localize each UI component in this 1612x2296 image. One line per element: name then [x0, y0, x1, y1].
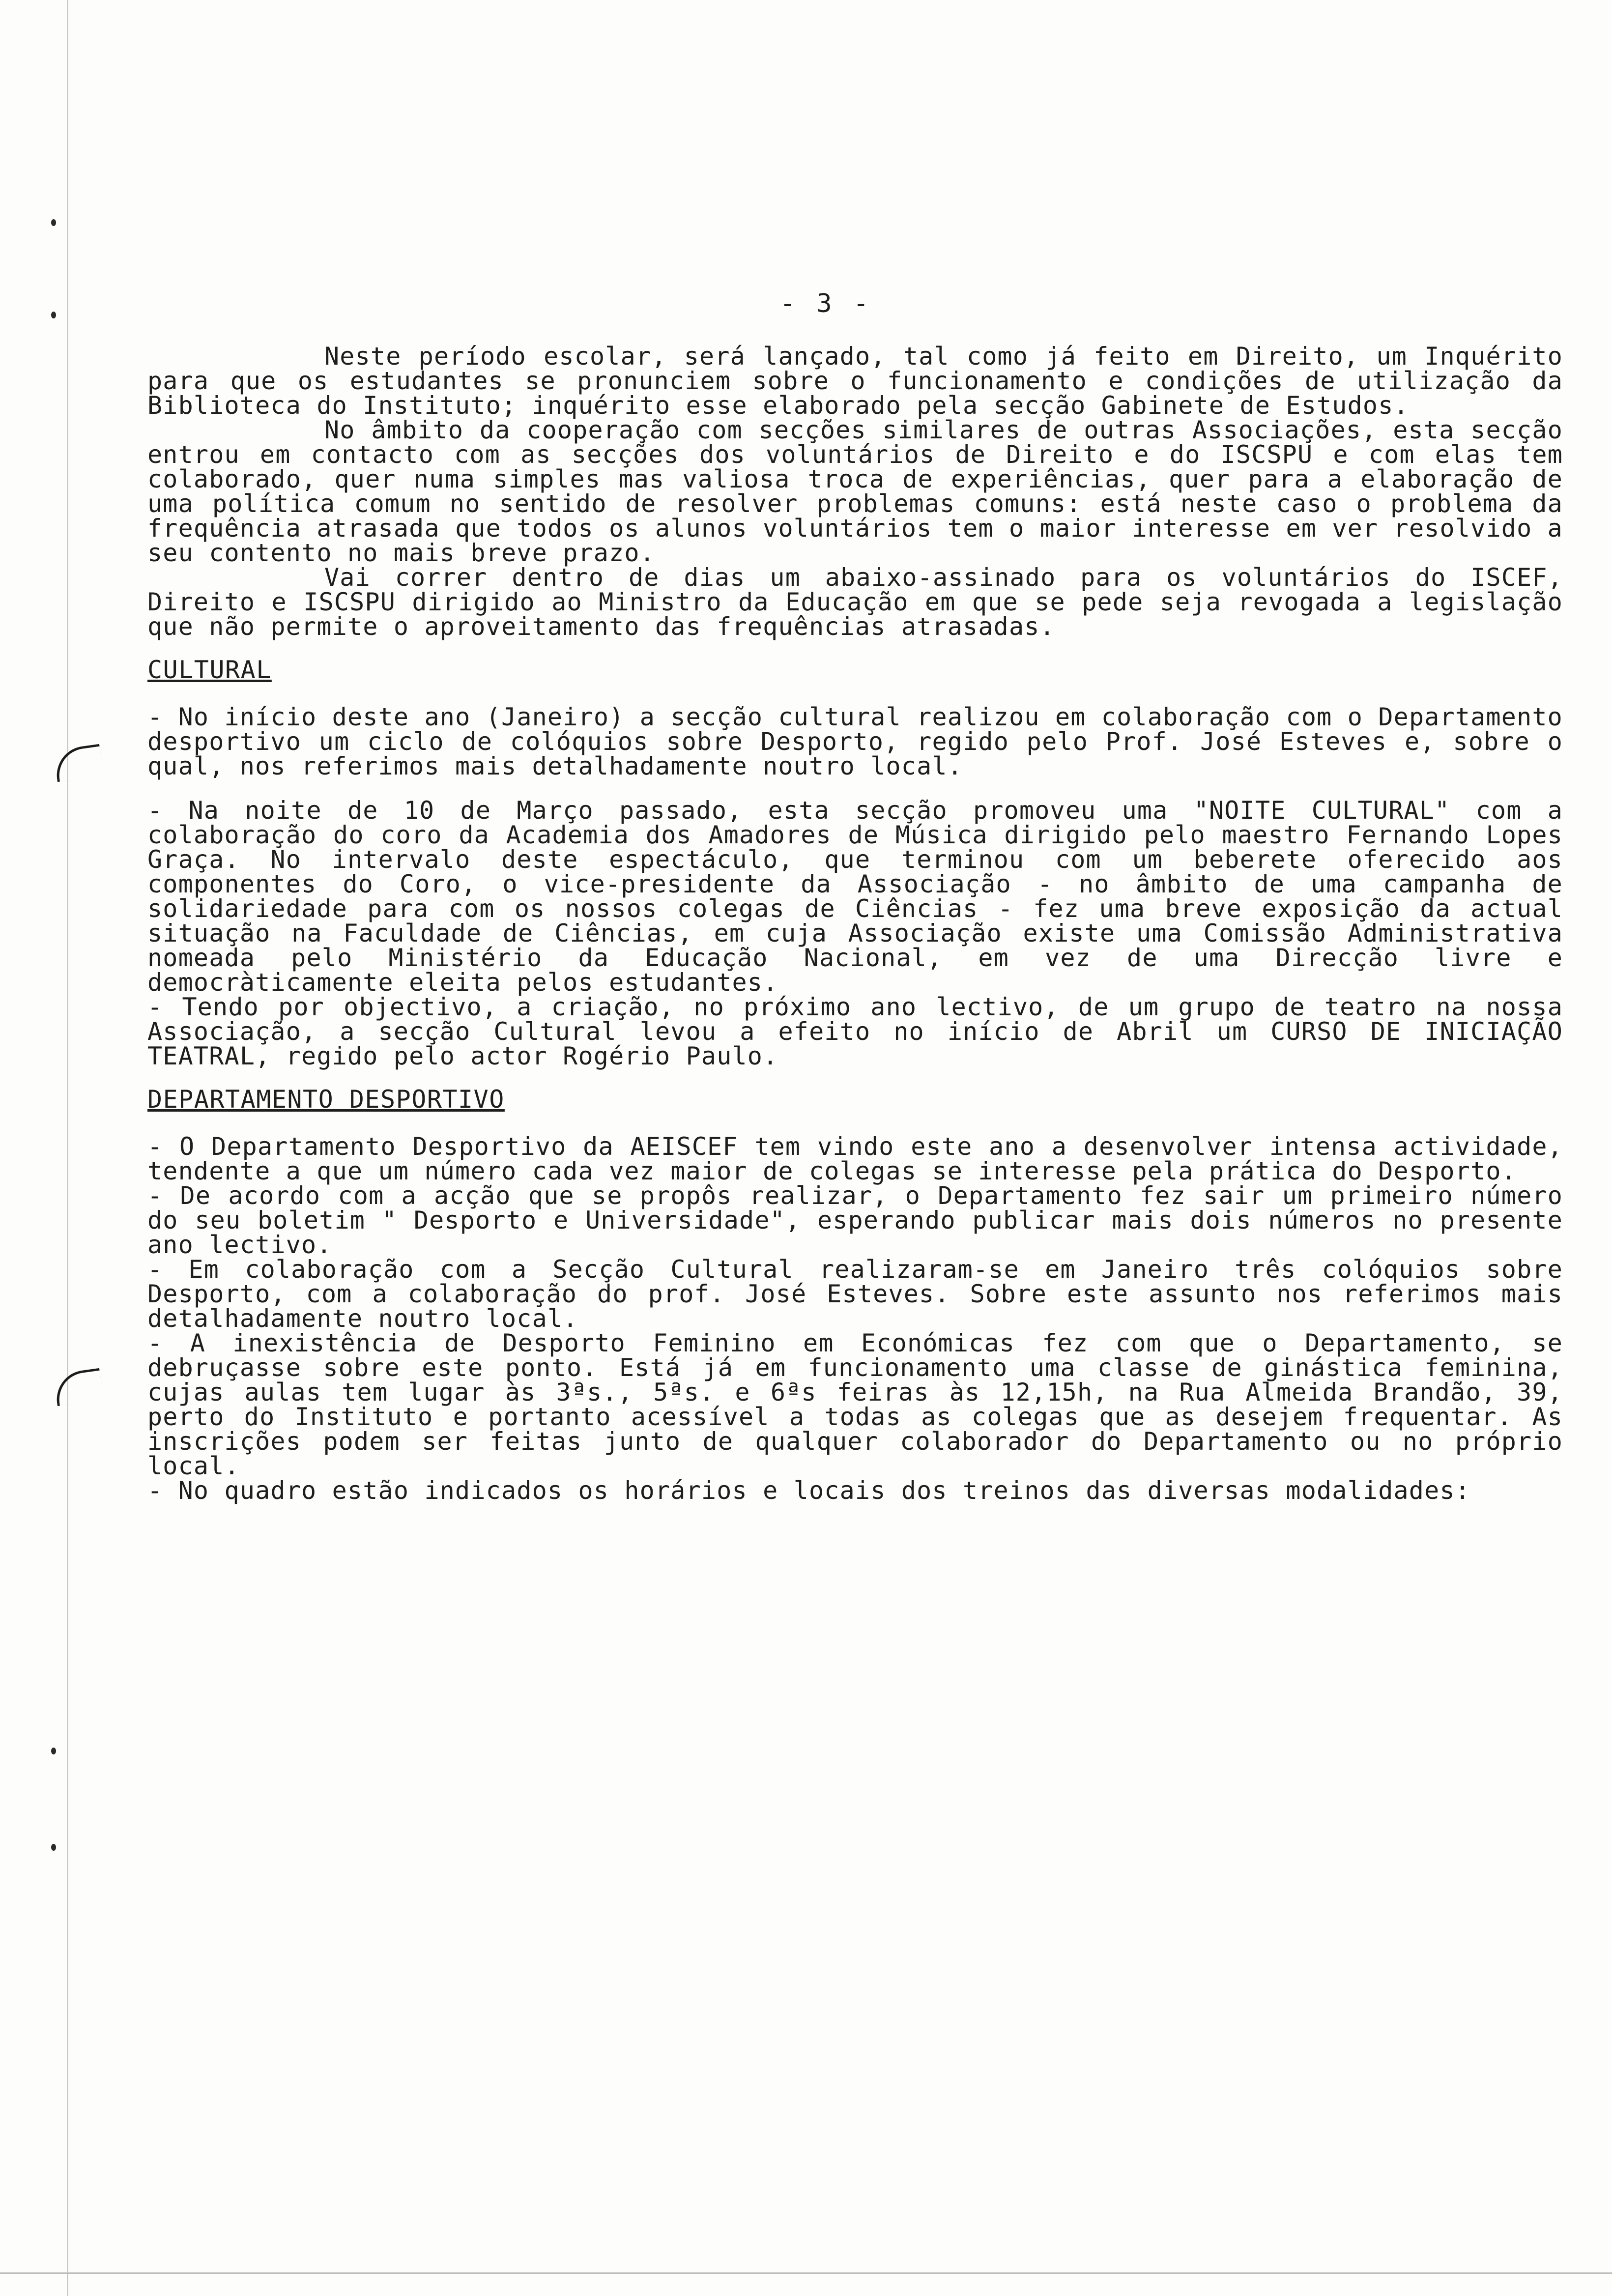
- document-body: [147, 344, 1563, 1503]
- section-heading-desportivo: DEPARTAMENTO DESPORTIVO: [147, 1085, 505, 1114]
- page-number: - 3 -: [779, 289, 872, 318]
- punch-mark: [51, 1748, 56, 1754]
- page-bottom-edge: [0, 2272, 1612, 2274]
- margin-bracket-mark: [53, 1368, 104, 1406]
- cultural-paragraph: - Na noite de 10 de Março passado, esta secção promoveu uma "NOITE CULTURAL" com a colaboração do coro da Academia dos Amadores de Música dirigido pelo maestro Fernando Lopes Graça. No intervalo deste espectáculo, que terminou com um beberete oferecido aos componentes do Coro, o vice-presidente da Associação - no âmbito de uma campanha de solidariedade para com os nossos colegas de Ciências - fez uma breve exposição da actual situação na Faculdade de Ciências, em cuja Associação existe uma Comissão Administrativa nomeada pelo Ministério da Educação Nacional, em vez de uma Direcção livre e democràticamente eleita pelos estudantes.: [147, 796, 1563, 997]
- desportivo-paragraph: - No quadro estão indicados os horários e locais dos treinos das diversas modalidades:: [147, 1476, 1471, 1505]
- punch-mark: [51, 219, 56, 226]
- intro-paragraph: Neste período escolar, será lançado, tal como já feito em Direito, um Inquérito para que os estudantes se pronunciem sobre o funcionamento e condições de utilização da Biblioteca do Instituto; inquérito esse elaborado pela secção Gabinete de Estudos.: [147, 342, 1563, 420]
- punch-mark: [51, 312, 56, 318]
- margin-bracket-mark: [53, 744, 104, 782]
- desportivo-paragraph: - Em colaboração com a Secção Cultural realizaram-se em Janeiro três colóquios sobre Desporto, com a colaboração do prof. José Esteves. Sobre este assunto nos referimos mais detalhadamente noutro local.: [147, 1255, 1563, 1333]
- desportivo-paragraph: - A inexistência de Desporto Feminino em Económicas fez com que o Departamento, se debruçasse sobre este ponto. Está já em funcionamento uma classe de ginástica feminina, cujas aulas tem lugar às 3ªs., 5ªs. e 6ªs feiras às 12,15h, na Rua Almeida Brandão, 39, perto do Instituto e portanto acessível a todas as colegas que as desejem frequentar. As inscrições podem ser feitas junto de qualquer colaborador do Departamento ou no próprio local.: [147, 1329, 1563, 1480]
- punch-mark: [51, 1844, 56, 1851]
- page-left-edge: [67, 0, 68, 2296]
- intro-paragraph: Vai correr dentro de dias um abaixo-assinado para os voluntários do ISCEF, Direito e ISCSPU dirigido ao Ministro da Educação em que se pede seja revogada a legislação que não permite o aproveitamento das frequências atrasadas.: [147, 563, 1563, 641]
- desportivo-paragraph: - De acordo com a acção que se propôs realizar, o Departamento fez sair um primeiro número do seu boletim " Desporto e Universidade", esperando publicar mais dois números no presente ano lectivo.: [147, 1181, 1563, 1259]
- desportivo-paragraph: - O Departamento Desportivo da AEISCEF tem vindo este ano a desenvolver intensa actividade, tendente a que um número cada vez maior de colegas se interesse pela prática do Desporto.: [147, 1132, 1563, 1185]
- cultural-paragraph: - Tendo por objectivo, a criação, no próximo ano lectivo, de um grupo de teatro na nossa Associação, a secção Cultural levou a efeito no início de Abril um CURSO DE INICIAÇÃO TEATRAL, regido pelo actor Rogério Paulo.: [147, 993, 1563, 1070]
- section-heading-cultural: CULTURAL: [147, 656, 272, 684]
- cultural-paragraph: - No início deste ano (Janeiro) a secção cultural realizou em colaboração com o Departamento desportivo um ciclo de colóquios sobre Desporto, regido pelo Prof. José Esteves e, sobre o qual, nos referimos mais detalhadamente noutro local.: [147, 703, 1563, 780]
- intro-paragraph: No âmbito da cooperação com secções similares de outras Associações, esta secção entrou em contacto com as secções dos voluntários de Direito e do ISCSPU e com elas tem colaborado, quer numa simples mas valiosa troca de experiências, quer para a elaboração de uma política comum no sentido de resolver problemas comuns: está neste caso o problema da frequência atrasada que todos os alunos voluntários tem o maior interesse em ver resolvido a seu contento no mais breve prazo.: [147, 416, 1563, 567]
